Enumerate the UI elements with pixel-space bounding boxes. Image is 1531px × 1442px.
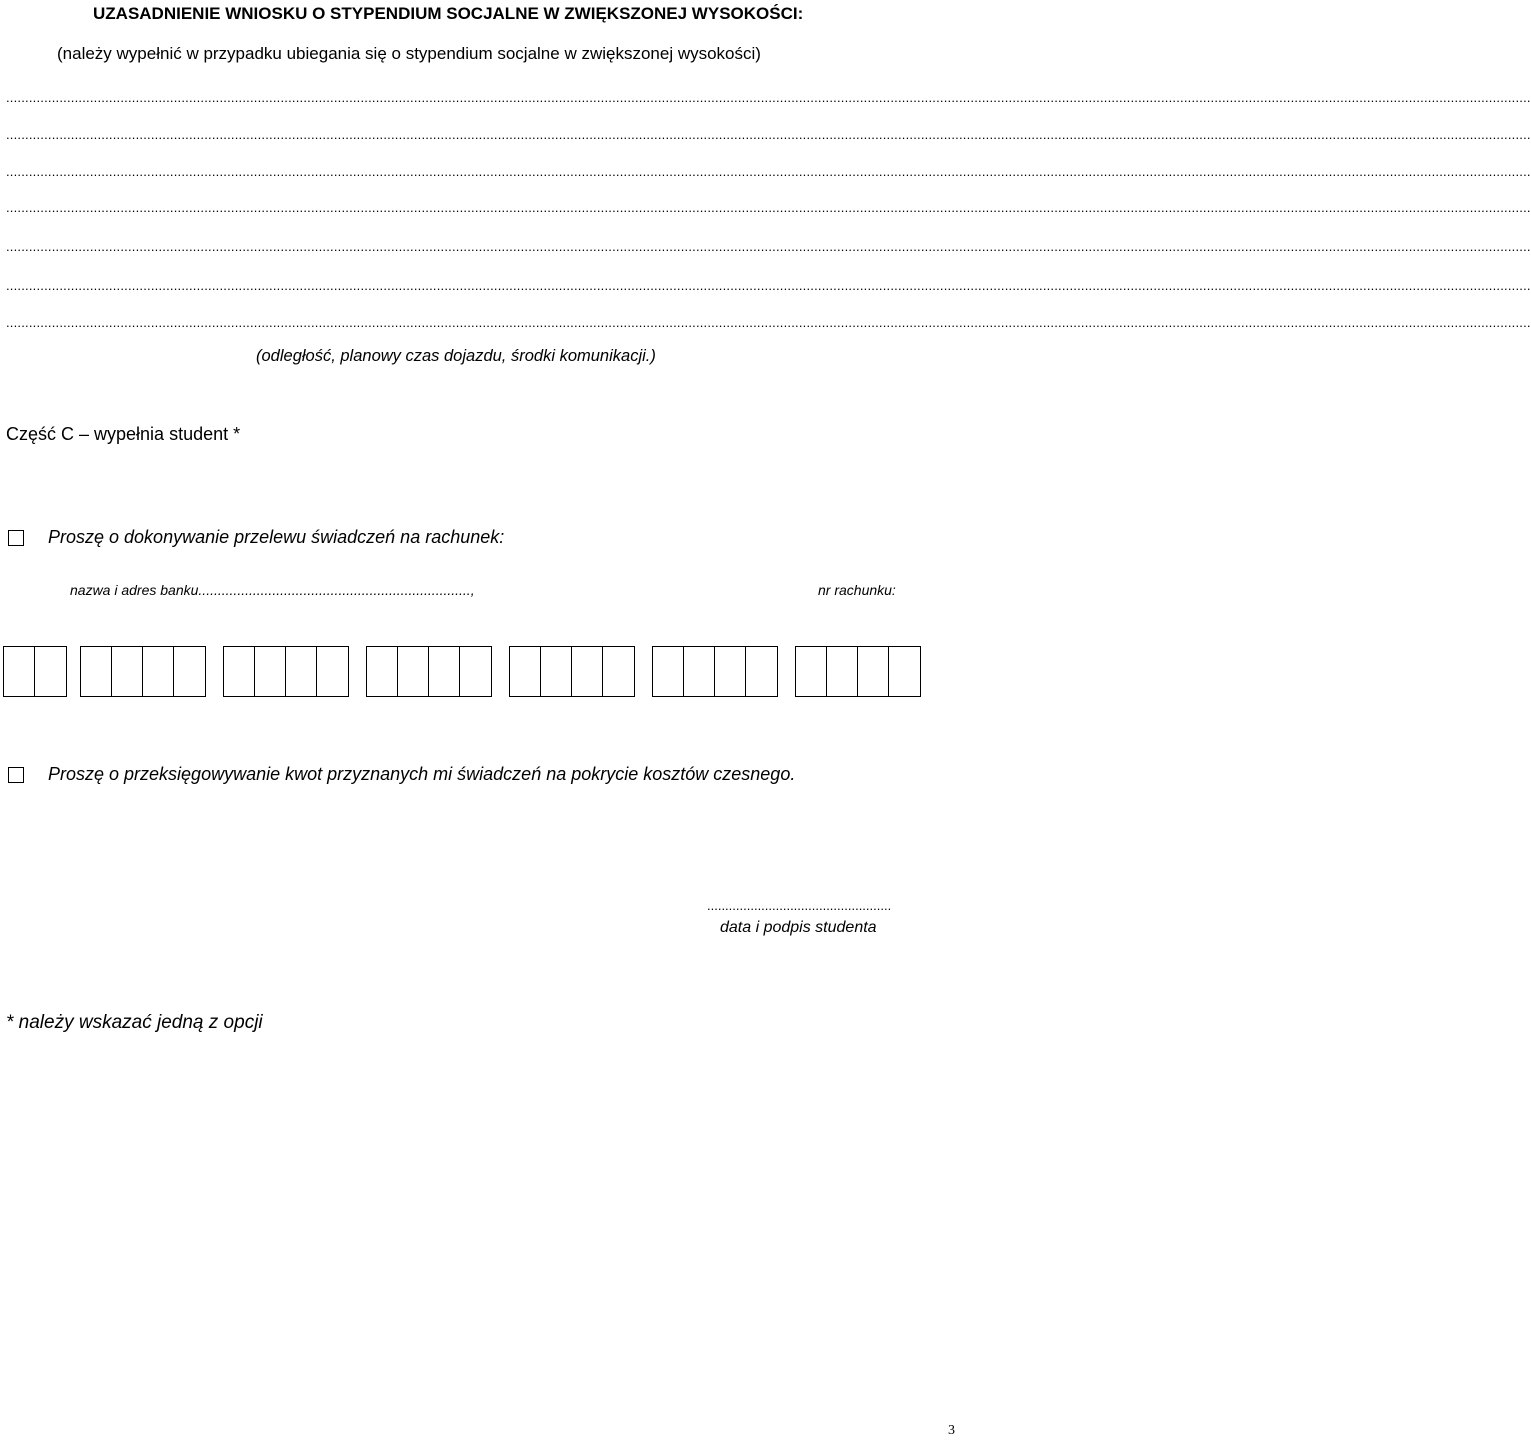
option-transfer[interactable] [8, 527, 504, 548]
bank-dots: ......................................................................, [198, 582, 475, 598]
justification-line-7[interactable]: ................................................................................................................................................................................................................................................................................................................................................................................................................ [6, 315, 1531, 330]
account-digit-box[interactable] [142, 646, 175, 697]
page-number: 3 [948, 1423, 955, 1438]
tuition-label: Proszę o przeksięgowywanie kwot przyznanych mi świadczeń na pokrycie kosztów czesnego. [48, 764, 796, 784]
transfer-label: Proszę o dokonywanie przelewu świadczeń na rachunek: [48, 527, 505, 547]
account-digit-box[interactable] [826, 646, 859, 697]
account-digit-box[interactable] [316, 646, 349, 697]
account-digit-box[interactable] [795, 646, 828, 697]
transfer-checkbox[interactable] [8, 530, 24, 546]
justification-hint: (odległość, planowy czas dojazdu, środki komunikacji.) [256, 347, 656, 365]
account-digit-box[interactable] [428, 646, 461, 697]
justification-line-1[interactable]: ................................................................................................................................................................................................................................................................................................................................................................................................................ [6, 90, 1531, 105]
account-digit-box[interactable] [683, 646, 716, 697]
account-digit-box[interactable] [34, 646, 67, 697]
bank-field[interactable] [70, 582, 475, 598]
form-title: UZASADNIENIE WNIOSKU O STYPENDIUM SOCJALNE W ZWIĘKSZONEJ WYSOKOŚCI: [93, 4, 804, 23]
account-digit-box[interactable] [571, 646, 604, 697]
account-digit-box[interactable] [745, 646, 778, 697]
account-digit-box[interactable] [714, 646, 747, 697]
account-number-boxes[interactable] [3, 646, 927, 698]
account-digit-box[interactable] [254, 646, 287, 697]
signature-line[interactable]: ................................................... [707, 898, 892, 913]
account-digit-box[interactable] [80, 646, 113, 697]
section-c-title: Część C – wypełnia student * [6, 424, 241, 444]
account-digit-box[interactable] [459, 646, 492, 697]
account-label: nr rachunku: [818, 582, 896, 598]
form-subtitle: (należy wypełnić w przypadku ubiegania się o stypendium socjalne w zwiększonej wysokości) [57, 44, 761, 63]
account-digit-box[interactable] [509, 646, 542, 697]
account-digit-box[interactable] [857, 646, 890, 697]
account-digit-box[interactable] [173, 646, 206, 697]
account-digit-box[interactable] [540, 646, 573, 697]
signature-label: data i podpis studenta [720, 919, 877, 936]
bank-label: nazwa i adres banku [70, 582, 199, 598]
footnote: * należy wskazać jedną z opcji [6, 1012, 263, 1033]
justification-line-4[interactable]: ................................................................................................................................................................................................................................................................................................................................................................................................................ [6, 200, 1531, 215]
account-digit-box[interactable] [652, 646, 685, 697]
account-digit-box[interactable] [111, 646, 144, 697]
account-digit-box[interactable] [223, 646, 256, 697]
account-digit-box[interactable] [888, 646, 921, 697]
justification-line-3[interactable]: ................................................................................................................................................................................................................................................................................................................................................................................................................ [6, 164, 1531, 179]
account-digit-box[interactable] [3, 646, 36, 697]
account-digit-box[interactable] [366, 646, 399, 697]
option-tuition[interactable] [8, 764, 795, 785]
tuition-checkbox[interactable] [8, 767, 24, 783]
justification-line-5[interactable]: ................................................................................................................................................................................................................................................................................................................................................................................................................ [6, 239, 1531, 254]
account-digit-box[interactable] [397, 646, 430, 697]
justification-line-2[interactable]: ................................................................................................................................................................................................................................................................................................................................................................................................................ [6, 127, 1531, 142]
account-digit-box[interactable] [602, 646, 635, 697]
justification-line-6[interactable]: ................................................................................................................................................................................................................................................................................................................................................................................................................ [6, 278, 1531, 293]
account-digit-box[interactable] [285, 646, 318, 697]
